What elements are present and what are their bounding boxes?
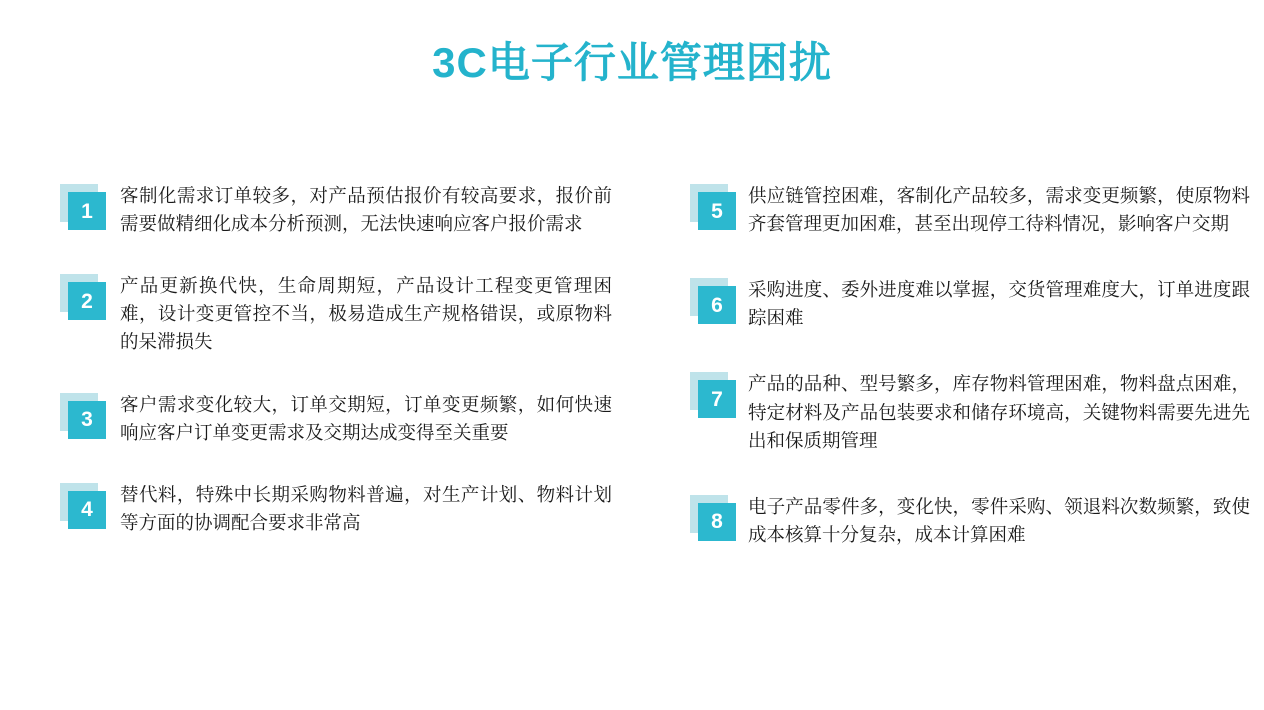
badge-number: 2 bbox=[68, 282, 106, 320]
list-item bbox=[60, 481, 612, 537]
number-badge-group bbox=[60, 274, 106, 320]
badge-number: 6 bbox=[698, 286, 736, 324]
list-item bbox=[690, 370, 1250, 454]
list-item bbox=[60, 182, 612, 238]
item-text: 产品的品种、型号繁多，库存物料管理困难，物料盘点困难，特定材料及产品包装要求和储存环境高，关键物料需要先进先出和保质期管理 bbox=[748, 373, 1250, 451]
list-item bbox=[690, 182, 1250, 238]
badge-number: 8 bbox=[698, 503, 736, 541]
number-badge-group bbox=[690, 278, 736, 324]
item-text: 采购进度、委外进度难以掌握，交货管理难度大，订单进度跟踪困难 bbox=[748, 279, 1250, 329]
list-item bbox=[60, 272, 612, 356]
badge-number: 5 bbox=[698, 192, 736, 230]
item-text: 客制化需求订单较多，对产品预估报价有较高要求，报价前需要做精细化成本分析预测，无法快速响应客户报价需求 bbox=[120, 185, 612, 235]
badge-number: 7 bbox=[698, 380, 736, 418]
number-badge-group bbox=[60, 393, 106, 439]
number-badge-group bbox=[690, 184, 736, 230]
right-column bbox=[632, 182, 1264, 587]
list-item bbox=[690, 493, 1250, 549]
item-text: 供应链管控困难，客制化产品较多，需求变更频繁，使原物料齐套管理更加困难，甚至出现停工待料情况，影响客户交期 bbox=[748, 185, 1250, 235]
number-badge-group bbox=[60, 184, 106, 230]
page-title: 3C电子行业管理困扰 bbox=[432, 39, 832, 86]
badge-number: 1 bbox=[68, 192, 106, 230]
item-text: 电子产品零件多，变化快，零件采购、领退料次数频繁，致使成本核算十分复杂，成本计算困难 bbox=[748, 495, 1250, 545]
left-column bbox=[0, 182, 632, 587]
number-badge-group bbox=[60, 483, 106, 529]
number-badge-group bbox=[690, 495, 736, 541]
list-item bbox=[60, 391, 612, 447]
item-text: 产品更新换代快，生命周期短，产品设计工程变更管理困难，设计变更管控不当，极易造成生产规格错误，或原物料的呆滞损失 bbox=[120, 275, 612, 353]
badge-number: 4 bbox=[68, 491, 106, 529]
badge-number: 3 bbox=[68, 401, 106, 439]
item-text: 客户需求变化较大，订单交期短，订单变更频繁，如何快速响应客户订单变更需求及交期达成变得至关重要 bbox=[120, 393, 612, 443]
number-badge-group bbox=[690, 372, 736, 418]
item-text: 替代料，特殊中长期采购物料普遍，对生产计划、物料计划等方面的协调配合要求非常高 bbox=[120, 483, 612, 533]
list-item bbox=[690, 276, 1250, 332]
content-columns bbox=[0, 182, 1264, 587]
